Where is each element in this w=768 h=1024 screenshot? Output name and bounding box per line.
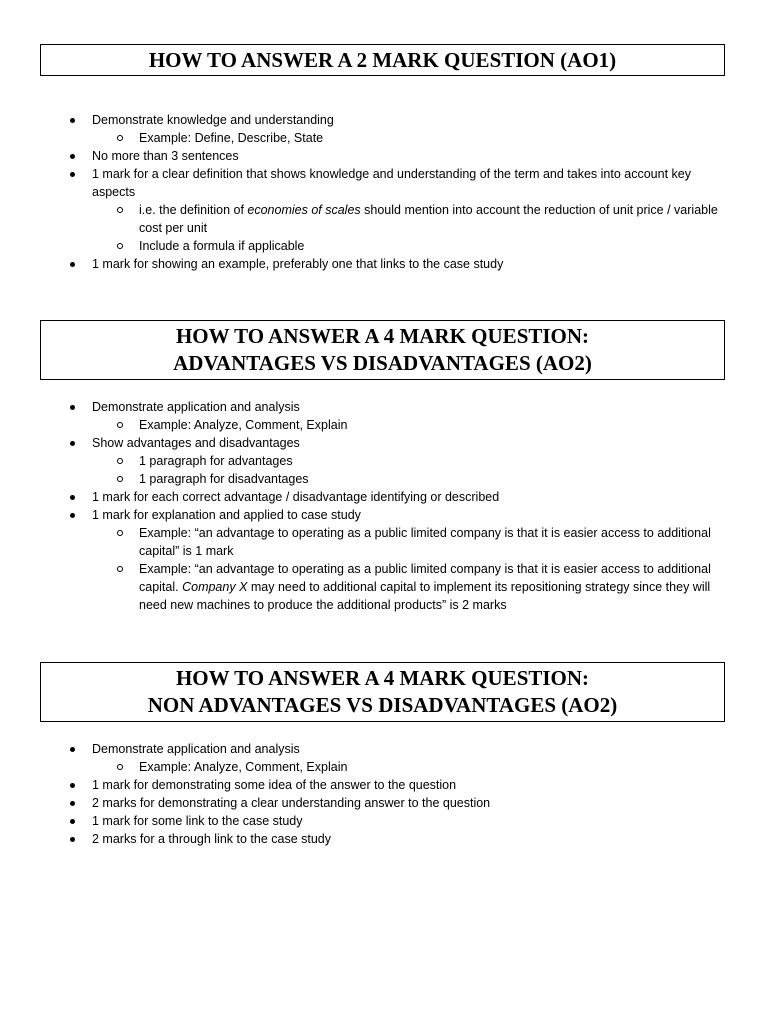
- hollow-bullet-icon: [117, 243, 123, 249]
- list-item: Demonstrate application and analysis: [0, 398, 768, 416]
- hollow-bullet-icon: [117, 422, 123, 428]
- list-item: Example: Analyze, Comment, Explain: [0, 758, 768, 776]
- section-title-line: NON ADVANTAGES VS DISADVANTAGES (AO2): [147, 693, 618, 717]
- list-item: 1 mark for explanation and applied to case study: [0, 506, 768, 524]
- hollow-bullet-icon: [117, 764, 123, 770]
- list-item: i.e. the definition of economies of scales should mention into account the reduction of unit price / variable cost per unit: [0, 201, 768, 237]
- bullet-icon: [70, 747, 75, 752]
- bullet-icon: [70, 262, 75, 267]
- section-2-title-box: [40, 320, 725, 380]
- list-item: Demonstrate application and analysis: [0, 740, 768, 758]
- section-title-line: HOW TO ANSWER A 4 MARK QUESTION:: [175, 324, 590, 348]
- list-item: No more than 3 sentences: [0, 147, 768, 165]
- section-2-list: [0, 398, 768, 614]
- list-item: 1 mark for showing an example, preferably one that links to the case study: [0, 255, 768, 273]
- bullet-icon: [70, 405, 75, 410]
- bullet-icon: [70, 819, 75, 824]
- list-item: 1 mark for each correct advantage / disadvantage identifying or described: [0, 488, 768, 506]
- hollow-bullet-icon: [117, 476, 123, 482]
- list-item: Example: Analyze, Comment, Explain: [0, 416, 768, 434]
- hollow-bullet-icon: [117, 530, 123, 536]
- section-title-line: HOW TO ANSWER A 4 MARK QUESTION:: [175, 666, 590, 690]
- bullet-icon: [70, 495, 75, 500]
- hollow-bullet-icon: [117, 135, 123, 141]
- bullet-icon: [70, 513, 75, 518]
- list-item: Include a formula if applicable: [0, 237, 768, 255]
- bullet-icon: [70, 837, 75, 842]
- section-1-list: [0, 111, 768, 273]
- list-item: 2 marks for a through link to the case study: [0, 830, 768, 848]
- list-item: 2 marks for demonstrating a clear understanding answer to the question: [0, 794, 768, 812]
- bullet-icon: [70, 118, 75, 123]
- section-3-list: [0, 740, 768, 848]
- list-item: Example: “an advantage to operating as a public limited company is that it is easier access to additional capital. Company X may need to additional capital to implement its repositioning strategy since they will need new machines to produce the additional products” is 2 marks: [0, 560, 768, 614]
- list-item: 1 mark for a clear definition that shows knowledge and understanding of the term and takes into account key aspects: [0, 165, 768, 201]
- bullet-icon: [70, 154, 75, 159]
- section-title-line: ADVANTAGES VS DISADVANTAGES (AO2): [173, 351, 592, 375]
- hollow-bullet-icon: [117, 207, 123, 213]
- bullet-icon: [70, 441, 75, 446]
- hollow-bullet-icon: [117, 458, 123, 464]
- list-item: 1 paragraph for advantages: [0, 452, 768, 470]
- list-item: Show advantages and disadvantages: [0, 434, 768, 452]
- list-item: 1 mark for demonstrating some idea of the answer to the question: [0, 776, 768, 794]
- list-item: Example: “an advantage to operating as a public limited company is that it is easier access to additional capital” is 1 mark: [0, 524, 768, 560]
- hollow-bullet-icon: [117, 566, 123, 572]
- list-item: 1 mark for some link to the case study: [0, 812, 768, 830]
- bullet-icon: [70, 783, 75, 788]
- section-3-title-box: [40, 662, 725, 722]
- list-item: Example: Define, Describe, State: [0, 129, 768, 147]
- section-1-title-box: [40, 44, 725, 76]
- section-title-line: HOW TO ANSWER A 2 MARK QUESTION (AO1): [148, 47, 617, 72]
- list-item: Demonstrate knowledge and understanding: [0, 111, 768, 129]
- bullet-icon: [70, 801, 75, 806]
- list-item: 1 paragraph for disadvantages: [0, 470, 768, 488]
- bullet-icon: [70, 172, 75, 177]
